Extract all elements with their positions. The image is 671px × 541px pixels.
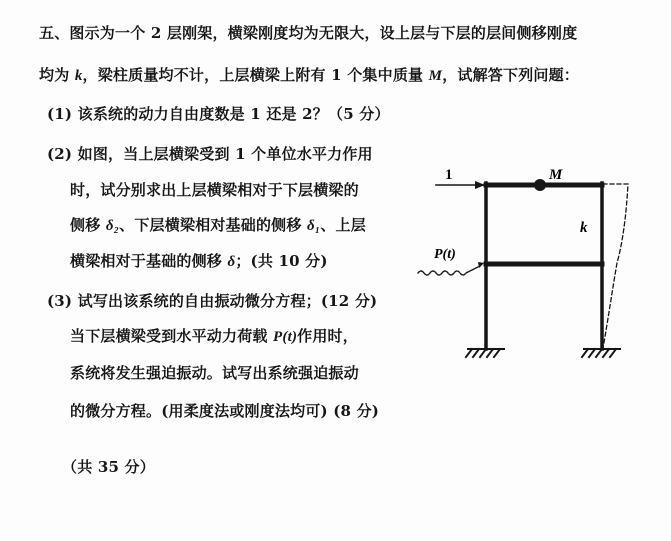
question-1: (1) 该系统的动力自由度数是 1 还是 2？（5 分） [47,105,390,123]
stiffness-label: k [580,220,588,236]
delta-symbol: δ [227,254,236,270]
right-fixed-support [582,349,620,357]
dynamic-load-arrow [418,266,480,275]
delta2-symbol: δ₂ [105,218,120,234]
mass-label: M [549,167,563,183]
stiffness-symbol: k [74,68,83,84]
text-segment: 均为 [39,66,75,84]
unit-force-label: 1 [445,167,453,183]
total-score: （共 35 分） [62,458,155,476]
mass-symbol: M [428,68,443,84]
text-segment: 侧移 [70,216,106,234]
question-2-line-2: 时，试分别求出上层横梁相对于下层横梁的 [70,181,359,199]
text-segment: 、下层横梁相对基础的侧移 [119,216,307,234]
lumped-mass [534,179,546,191]
question-3-line-4: 的微分方程。(用柔度法或刚度法均可) (8 分) [70,402,380,420]
text-segment: 作用时， [297,327,358,345]
left-fixed-support [466,349,504,357]
delta1-symbol: δ₁ [306,218,321,234]
load-symbol: P(t) [273,329,298,345]
text-segment: 、上层 [320,216,366,234]
question-3-line-3: 系统将发生强迫振动。试写出系统强迫振动 [70,364,359,382]
text-segment: ，梁柱质量均不计，上层横梁上附有 1 个集中质量 [82,66,429,84]
text-segment: ，试解答下列问题： [442,66,579,84]
text-segment: 横梁相对于基础的侧移 [70,252,228,270]
text-segment: ；(共 10 分) [235,252,328,270]
question-2-line-1: (2) 如图，当上层横梁受到 1 个单位水平力作用 [47,145,373,163]
problem-intro-line-1: 五、图示为一个 2 层刚架，横梁刚度均为无限大，设上层与下层的层间侧移刚度 [39,24,578,42]
text-segment: 当下层横梁受到水平动力荷载 [70,327,274,345]
deformed-shape-curve [603,184,628,348]
question-3-line-1: (3) 试写出该系统的自由振动微分方程；(12 分) [47,292,378,310]
dynamic-load-label: P(t) [434,247,456,262]
dynamic-load-arrowhead [478,262,484,268]
